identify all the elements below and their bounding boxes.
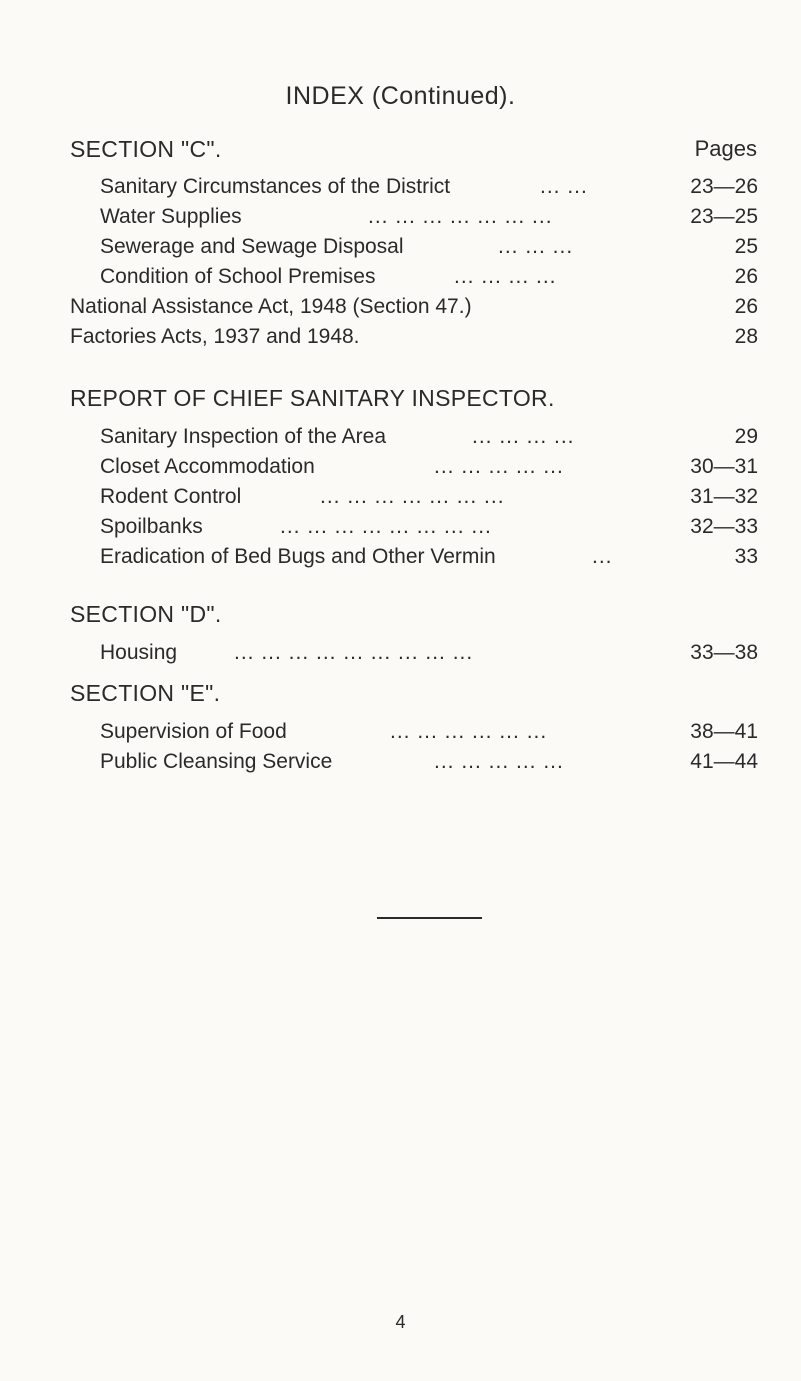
- entry-label: Housing: [100, 641, 178, 664]
- entry-label: Sewerage and Sewage Disposal: [100, 235, 404, 258]
- index-entry: [100, 638, 758, 668]
- entry-pages: 38—41: [690, 720, 758, 743]
- entry-pages: 26: [734, 265, 758, 288]
- entry-label: Spoilbanks: [100, 515, 203, 538]
- index-entry: [100, 512, 758, 542]
- dot-leader: ... ... ... ... ... ...: [390, 720, 548, 743]
- dot-leader: ... ... ... ... ... ... ...: [320, 485, 505, 508]
- dot-leader: ... ... ... ... ...: [434, 750, 564, 773]
- index-entry: [70, 292, 758, 322]
- section-d-heading: SECTION "D".: [70, 601, 222, 627]
- section-divider: [377, 917, 482, 919]
- dot-leader: ... ...: [540, 175, 588, 198]
- index-entry: [100, 452, 758, 482]
- entry-label: Supervision of Food: [100, 720, 287, 743]
- dot-leader: ... ... ... ...: [454, 265, 557, 288]
- entry-label: National Assistance Act, 1948 (Section 47.): [70, 295, 472, 318]
- entry-pages: 32—33: [690, 515, 758, 538]
- dot-leader: ... ... ... ...: [472, 425, 575, 448]
- dot-leader: ... ... ... ... ...: [434, 455, 564, 478]
- entry-pages: 33—38: [690, 641, 758, 664]
- entry-pages: 28: [734, 325, 758, 348]
- entry-label: Condition of School Premises: [100, 265, 376, 288]
- index-entry: [100, 482, 758, 512]
- index-entry: [100, 202, 758, 232]
- page-number: 4: [395, 1312, 406, 1332]
- dot-leader: ... ... ... ... ... ... ... ... ...: [234, 641, 474, 664]
- entry-pages: 25: [734, 235, 758, 258]
- entry-label: Water Supplies: [100, 205, 242, 228]
- entry-pages: 23—25: [690, 205, 758, 228]
- entry-pages: 29: [734, 425, 758, 448]
- entry-pages: 26: [734, 295, 758, 318]
- entry-label: Rodent Control: [100, 485, 242, 508]
- entry-pages: 33: [734, 545, 758, 568]
- index-entry: [100, 422, 758, 452]
- entry-pages: 23—26: [690, 175, 758, 198]
- pages-column-header: Pages: [694, 136, 757, 161]
- entry-pages: 30—31: [690, 455, 758, 478]
- page-title: INDEX (Continued).: [285, 82, 516, 110]
- index-entry: [70, 322, 758, 352]
- entry-pages: 41—44: [690, 750, 758, 773]
- entry-label: Sanitary Inspection of the Area: [100, 425, 387, 448]
- entry-label: Factories Acts, 1937 and 1948.: [70, 325, 360, 348]
- entry-label: Eradication of Bed Bugs and Other Vermin: [100, 545, 496, 568]
- entry-label: Sanitary Circumstances of the District: [100, 175, 451, 198]
- report-heading: REPORT OF CHIEF SANITARY INSPECTOR.: [70, 385, 555, 411]
- index-entry: [100, 172, 758, 202]
- section-c-heading: SECTION "C".: [70, 136, 222, 162]
- dot-leader: ... ... ... ... ... ... ... ...: [280, 515, 492, 538]
- entry-label: Closet Accommodation: [100, 455, 315, 478]
- index-entry: [100, 717, 758, 747]
- section-e-heading: SECTION "E".: [70, 680, 221, 706]
- entry-label: Public Cleansing Service: [100, 750, 333, 773]
- entry-pages: 31—32: [690, 485, 758, 508]
- index-entry: [100, 542, 758, 572]
- dot-leader: ... ... ...: [498, 235, 574, 258]
- dot-leader: ...: [592, 545, 613, 568]
- index-entry: [100, 232, 758, 262]
- index-entry: [100, 747, 758, 777]
- index-entry: [100, 262, 758, 292]
- dot-leader: ... ... ... ... ... ... ...: [368, 205, 553, 228]
